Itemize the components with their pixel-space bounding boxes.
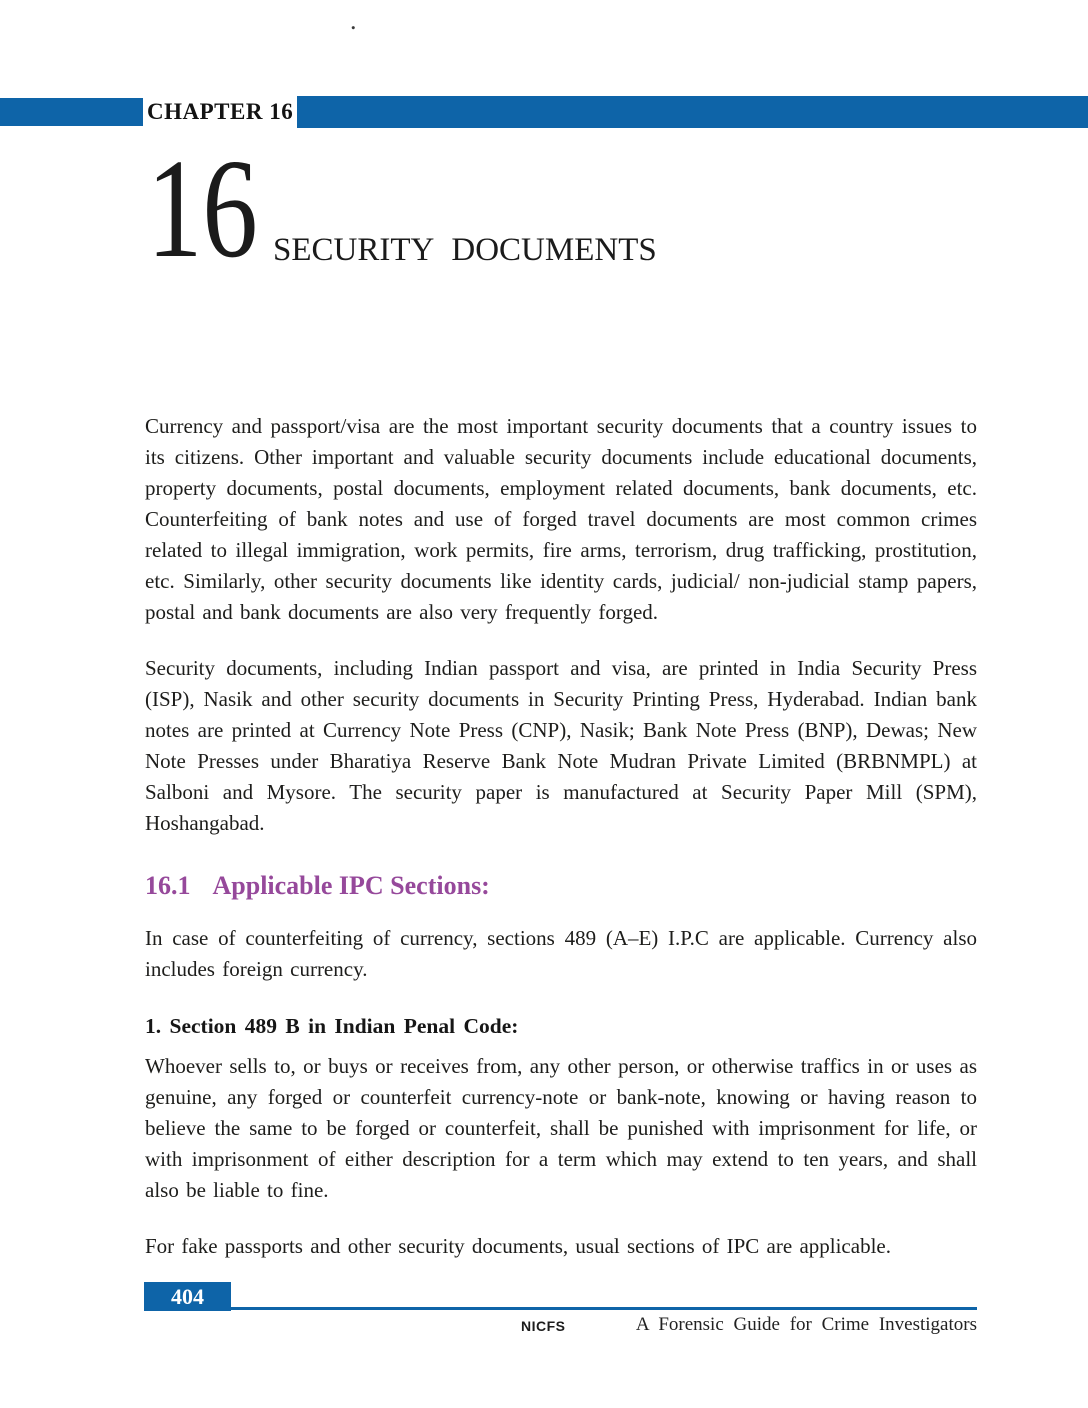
subsection-heading-section-489b: 1. Section 489 B in Indian Penal Code:: [145, 1014, 519, 1038]
footer-organization: NICFS: [521, 1318, 566, 1334]
paragraph-fake-passports-note: For fake passports and other security documents, usual sections of IPC are applicable.: [145, 1234, 891, 1258]
footer-rule: [230, 1307, 977, 1310]
chapter-header-bar: [0, 96, 1088, 128]
body-content: [145, 411, 977, 1262]
page-number: 404: [171, 1283, 204, 1309]
header-bar-right-segment: [297, 96, 1088, 128]
section-heading-ipc-sections: [145, 869, 977, 903]
page-number-box: [144, 1282, 231, 1311]
stray-scan-mark: .: [350, 6, 357, 35]
paragraph-section-489b-text: Whoever sells to, or buys or receives from, any other person, or otherwise traffics in or uses as genuine, any forged or counterfeit currency-note or bank-note, knowing or having reason to believe the same to be forged or counterfeit, shall be punished with imprisonment for life, or with imprisonment of either description for a term which may extend to ten years, and shall also be liable to fine.: [145, 1054, 977, 1202]
chapter-title: SECURITY DOCUMENTS: [273, 232, 657, 268]
section-title: Applicable IPC Sections:: [212, 871, 490, 900]
section-number: 16.1: [145, 871, 191, 900]
paragraph-printing-presses: Security documents, including Indian passport and visa, are printed in India Security Press (ISP), Nasik and other security documents in Security Printing Press, Hyderabad. Indian bank notes are printed at Currency Note Press (CNP), Nasik; Bank Note Press (BNP), Dewas; New Note Presses under Bharatiya Reserve Bank Note Mudran Private Limited (BRBNMPL) at Salboni and Mysore. The security paper is manufactured at Security Paper Mill (SPM), Hoshangabad.: [145, 656, 977, 835]
chapter-number: 16: [147, 129, 258, 287]
paragraph-security-documents-intro: Currency and passport/visa are the most important security documents that a country issues to its citizens. Other important and valuable security documents include educational documents, property documents, postal documents, employment related documents, bank documents, etc. Counterfeiting of bank notes and use of forged travel documents are most common crimes related to illegal immigration, work permits, fire arms, terrorism, drug trafficking, prostitution, etc. Similarly, other security documents like identity cards, judicial/ non-judicial stamp papers, postal and bank documents are also very frequently forged.: [145, 414, 977, 624]
paragraph-ipc-applicability: In case of counterfeiting of currency, sections 489 (A–E) I.P.C are applicable. Currency also includes foreign currency.: [145, 926, 977, 981]
chapter-label: CHAPTER 16: [143, 96, 297, 128]
header-bar-left-segment: [0, 98, 143, 126]
footer-book-title: A Forensic Guide for Crime Investigators: [635, 1314, 977, 1335]
